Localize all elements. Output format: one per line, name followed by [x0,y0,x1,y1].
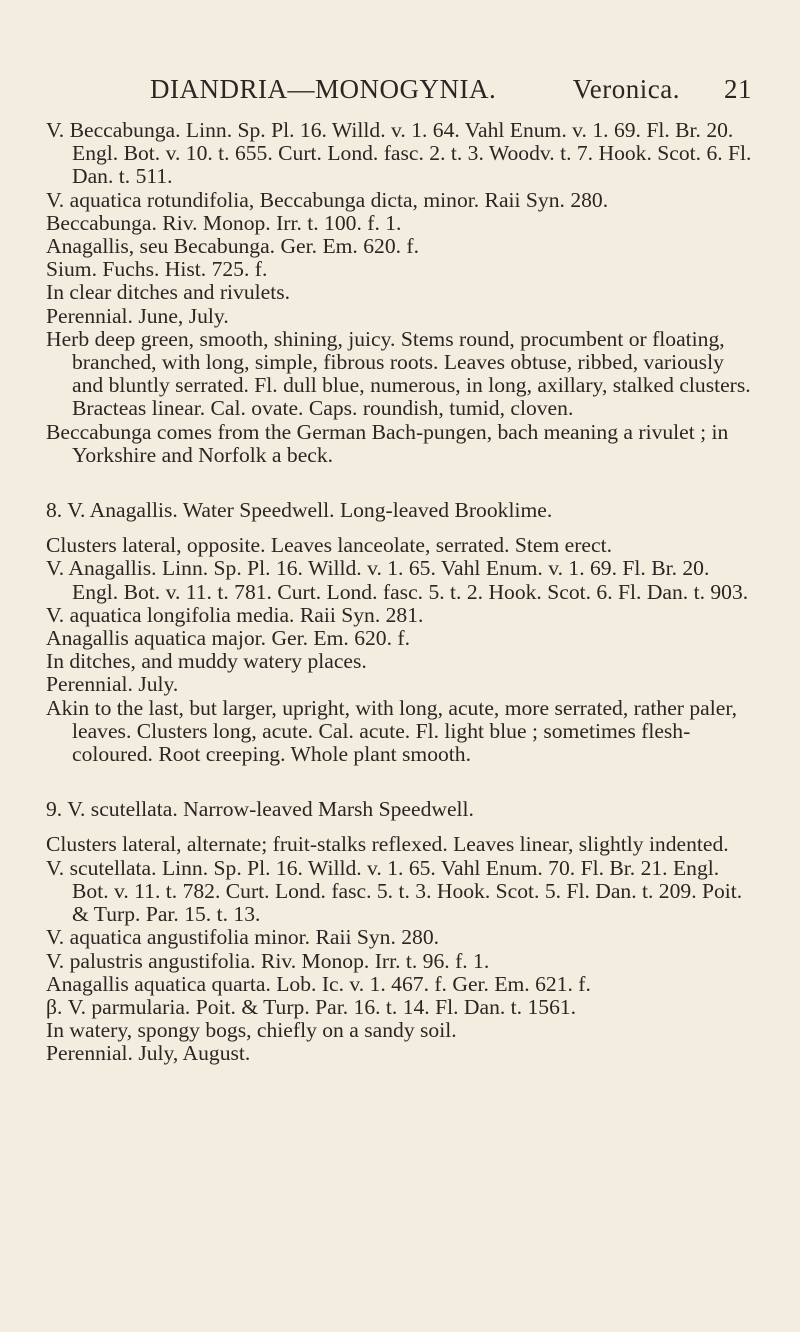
species-heading: 9. V. scutellata. Narrow-leaved Marsh Speedwell. [46,797,474,822]
synonym-line: V. scutellata. Linn. Sp. Pl. 16. Willd. v. 1. 65. Vahl Enum. 70. Fl. Br. 21. Engl. Bot. v. 11. t. 782. Curt. Lond. fasc. 5. t. 3. Hook. Scot. 5. Fl. Dan. t. 209. Poit. & Turp. Par. 15. t. 13. [46,855,743,927]
etymology-paragraph: Beccabunga comes from the German Bach-pungen, bach meaning a rivulet ; in Yorkshire and Norfolk a beck. [46,419,729,467]
description-paragraph: Herb deep green, smooth, shining, juicy. Stems round, procumbent or floating, branched, with long, simple, fibrous roots. Leaves obtuse, ribbed, variously and bluntly serrated. Fl. dull blue, numerous, in long, axillary, stalked clusters. Bracteas linear. Cal. ovate. Caps. roundish, tumid, cloven. [46,326,751,421]
synonym-line: Beccabunga. Riv. Monop. Irr. t. 100. f. 1. [46,210,402,235]
synonym-line: Anagallis aquatica quarta. Lob. Ic. v. 1. 467. f. Ger. Em. 621. f. [46,971,591,996]
synonym-line: Anagallis aquatica major. Ger. Em. 620. f. [46,626,410,651]
running-head [46,74,760,105]
duration-line: Perennial. July, August. [46,1041,251,1066]
synonym-line: V. aquatica angustifolia minor. Raii Syn. 280. [46,925,440,950]
synonym-line: V. palustris angustifolia. Riv. Monop. Irr. t. 96. f. 1. [46,948,490,973]
habitat-line: In clear ditches and rivulets. [46,280,291,305]
synonym-line: Anagallis, seu Becabunga. Ger. Em. 620. f. [46,234,419,259]
habitat-line: In watery, spongy bogs, chiefly on a sandy soil. [46,1018,457,1043]
synonym-line: V. aquatica rotundifolia, Beccabunga dicta, minor. Raii Syn. 280. [46,187,609,212]
description-paragraph: Akin to the last, but larger, upright, with long, acute, more serrated, rather paler, leaves. Clusters long, acute. Cal. acute. Fl. light blue ; sometimes flesh-coloured. Root creeping. Whole plant smooth. [46,695,738,767]
duration-line: Perennial. June, July. [46,303,229,328]
variety-line: β. V. parmularia. Poit. & Turp. Par. 16. t. 14. Fl. Dan. t. 1561. [46,994,577,1019]
running-head-title: DIANDRIA—MONOGYNIA. [150,74,497,104]
synonym-line: V. Anagallis. Linn. Sp. Pl. 16. Willd. v. 1. 65. Vahl Enum. v. 1. 69. Fl. Br. 20. Engl. Bot. v. 11. t. 781. Curt. Lond. fasc. 5. t. 2. Hook. Scot. 6. Fl. Dan. t. 903. [46,556,749,604]
species-heading: 8. V. Anagallis. Water Speedwell. Long-leaved Brooklime. [46,498,553,523]
duration-line: Perennial. July. [46,672,179,697]
page-number: 21 [724,74,752,104]
synonym-line: Sium. Fuchs. Hist. 725. f. [46,257,268,282]
species-diagnosis: Clusters lateral, opposite. Leaves lanceolate, serrated. Stem erect. [46,533,613,558]
synonym-line: V. Beccabunga. Linn. Sp. Pl. 16. Willd. v. 1. 64. Vahl Enum. v. 1. 69. Fl. Br. 20. Engl. Bot. v. 10. t. 655. Curt. Lond. fasc. 2. t. 3. Woodv. t. 7. Hook. Scot. 6. Fl. Dan. t. 511. [46,118,752,189]
running-head-genus: Veronica. [572,74,680,104]
habitat-line: In ditches, and muddy watery places. [46,649,367,674]
species-7-continued [46,119,760,467]
synonym-line: V. aquatica longifolia media. Raii Syn. 281. [46,602,424,627]
species-diagnosis: Clusters lateral, alternate; fruit-stalks reflexed. Leaves linear, slightly indented. [46,832,729,857]
species-9 [46,798,760,1065]
species-8 [46,499,760,766]
